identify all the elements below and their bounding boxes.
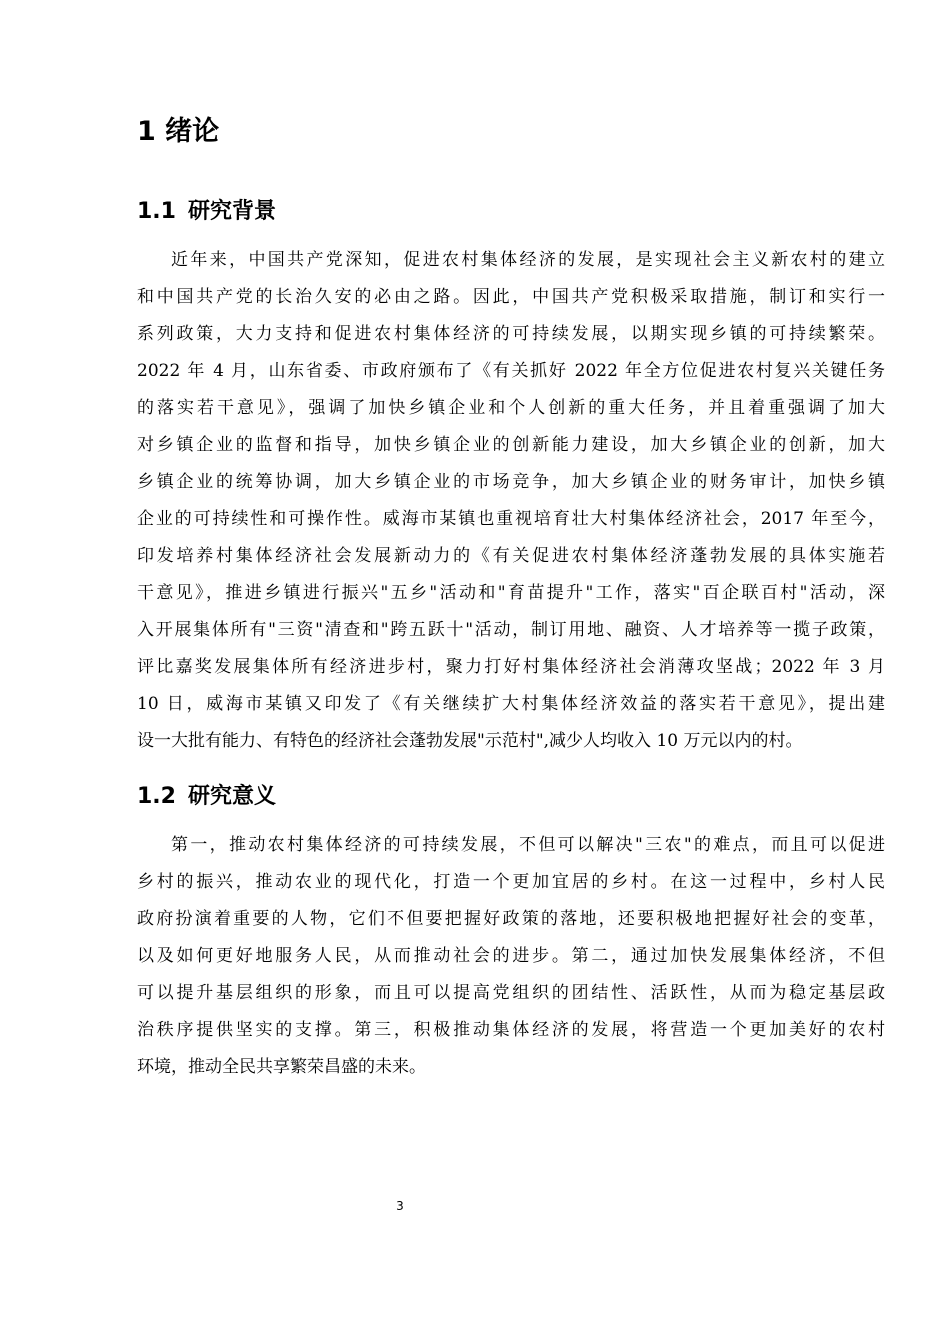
paragraph-line: 近年来，中国共产党深知，促进农村集体经济的发展，是实现社会主义新农村的建立 <box>171 250 885 270</box>
paragraph-line: 乡镇企业的统筹协调，加大乡镇企业的市场竞争，加大乡镇企业的财务审计，加快乡镇 <box>137 472 885 492</box>
paragraph-line: 第一，推动农村集体经济的可持续发展，不但可以解决"三农"的难点，而且可以促进 <box>171 835 885 855</box>
paragraph-line: 治秩序提供坚实的支撑。第三，积极推动集体经济的发展，将营造一个更加美好的农村 <box>137 1020 885 1040</box>
section-heading-background <box>137 196 276 228</box>
paragraph-line: 的落实若干意见》，强调了加快乡镇企业和个人创新的重大任务，并且着重强调了加大 <box>137 398 885 418</box>
paragraph-line: 2022 年 4 月，山东省委、市政府颁布了《有关抓好 2022 年全方位促进农村复兴关键任务 <box>137 361 885 381</box>
paragraph-line: 以及如何更好地服务人民，从而推动社会的进步。第二，通过加快发展集体经济，不但 <box>137 946 885 966</box>
paragraph-research-significance <box>137 827 885 1086</box>
paragraph-line: 设一大批有能力、有特色的经济社会蓬勃发展"示范村",减少人均收入 10 万元以内的村。 <box>137 731 803 751</box>
section-title: 研究背景 <box>187 199 276 224</box>
paragraph-line: 政府扮演着重要的人物，它们不但要把握好政策的落地，还要积极地把握好社会的变革， <box>137 909 885 929</box>
paragraph-line: 可以提升基层组织的形象，而且可以提高党组织的团结性、活跃性，从而为稳定基层政 <box>137 983 885 1003</box>
section-number: 1.1 <box>137 199 176 224</box>
chapter-title: 1 绪论 <box>137 116 220 147</box>
paragraph-line: 印发培养村集体经济社会发展新动力的《有关促进农村集体经济蓬勃发展的具体实施若 <box>137 546 885 566</box>
section-number: 1.2 <box>137 784 176 809</box>
paragraph-line: 对乡镇企业的监督和指导，加快乡镇企业的创新能力建设，加大乡镇企业的创新，加大 <box>137 435 885 455</box>
paragraph-line: 和中国共产党的长治久安的必由之路。因此，中国共产党积极采取措施，制订和实行一 <box>137 287 885 307</box>
paragraph-line: 环境，推动全民共享繁荣昌盛的未来。 <box>137 1057 426 1077</box>
paragraph-line: 干意见》，推进乡镇进行振兴"五乡"活动和"育苗提升"工作，落实"百企联百村"活动，深 <box>137 583 885 603</box>
paragraph-line: 系列政策，大力支持和促进农村集体经济的可持续发展，以期实现乡镇的可持续繁荣。 <box>137 324 885 344</box>
page-number: 3 <box>396 1199 404 1213</box>
section-title: 研究意义 <box>187 784 276 809</box>
paragraph-line: 10 日，威海市某镇又印发了《有关继续扩大村集体经济效益的落实若干意见》，提出建 <box>137 694 885 714</box>
paragraph-research-background <box>137 242 885 760</box>
paragraph-line: 乡村的振兴，推动农业的现代化，打造一个更加宜居的乡村。在这一过程中，乡村人民 <box>137 872 885 892</box>
section-heading-significance <box>137 781 276 813</box>
paragraph-line: 入开展集体所有"三资"清查和"跨五跃十"活动，制订用地、融资、人才培养等一揽子政策， <box>137 620 885 640</box>
paragraph-line: 企业的可持续性和可操作性。威海市某镇也重视培育壮大村集体经济社会，2017 年至今， <box>137 509 885 529</box>
paragraph-line: 评比嘉奖发展集体所有经济进步村，聚力打好村集体经济社会消薄攻坚战；2022 年 3 月 <box>137 657 885 677</box>
